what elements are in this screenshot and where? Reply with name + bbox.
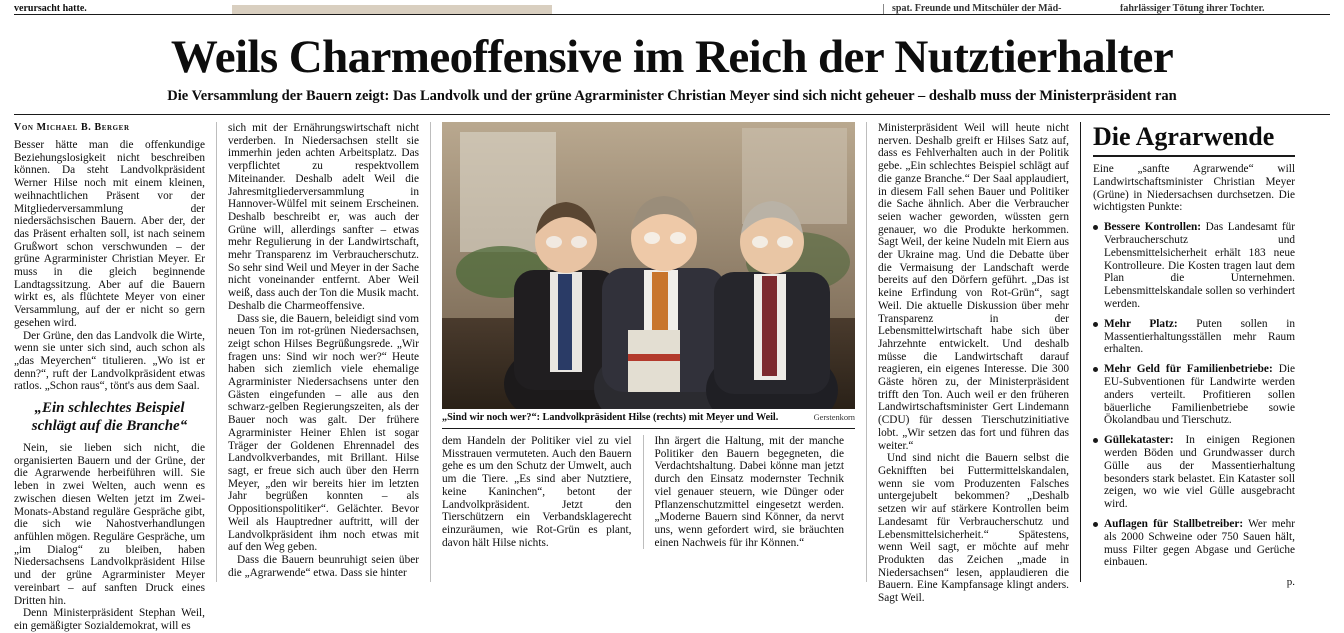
previous-article-left-text: verursacht hatte. [14, 4, 87, 14]
text-column-2 [228, 122, 430, 582]
caption-divider [442, 428, 855, 429]
article-subhead: Die Versammlung der Bauern zeigt: Das Landvolk und der grüne Agrarminister Christian Meyer sind sich nicht geheuer – deshalb muss der Ministerpräsident ran [167, 88, 1177, 104]
paragraph: Dass sie, die Bauern, beleidigt sind vom neuen Ton im rot-grünen Niedersachsen, zeigt schon Hilses Begrüßungsrede. „Wir fragen uns: Sind wir noch wer?“ Heute haben sich ziemlich viele ehemalige Agrarminister Niedersachsens unter den Gästen eingefunden – alle aus den schwarz-gelben Regierungszeiten, als der Bauer noch was galt. Der frühere Agrarminister Heiner Ehlen ist sogar Träger der Goldenen Ehrennadel des Landvolkverbandes, mit Brillant. Hilse sagt, er freue sich auch über den Herrn Meyer, „den wir bereits hier im letzten Jahr begrüßen konnten – als Oppositionspolitiker“. Gelächter. Bevor Weil als Hauptredner auftritt, will der Landvolkpräsident ihm noch etwas mit auf den Weg geben. [228, 312, 419, 554]
paragraph: Besser hätte man die offenkundige Beziehungslosigkeit nicht beschreiben können. Da steht Landvolkpräsident Werner Hilse noch mit einem kleinen, weihnachtlichen Präsent vor der Mitgliederversammlung der niedersächsischen Bauern. Aber der, der das Präsent erhalten soll, ist nach seinem Grußwort schon verschwunden – der grüne Agrarminister Christian Meyer. Er muss in die gleich beginnende Landtagssitzung. Aber auf die Bauern wirkt es, als flüchtete Meyer von einer Versammlung, auf der er nicht so gern gesehen wird. [14, 139, 205, 329]
list-item [1093, 434, 1295, 511]
list-item-title: Auflagen für Stallbetreiber: [1104, 517, 1244, 530]
photo-credit: Gerstenkorn [813, 413, 855, 422]
bullet-icon [1093, 367, 1098, 372]
list-item [1093, 518, 1295, 569]
column-divider [866, 122, 867, 582]
column-divider [430, 122, 431, 582]
paragraph: Ihn ärgert die Haltung, mit der manche Politiker den Bauern begegneten, die Verdachtshaltung. Dabei könne man jetzt durch den Einsatz modernster Technik viel genauer steuern, wie Dünger oder Pflanzenschutzmittel eingesetzt werden. „Moderne Bauern sind Könner, da nervt uns, wenn gefordert wird, sie bräuchten einen Nachweis für ihr Können.“ [654, 435, 844, 549]
list-item [1093, 221, 1295, 311]
list-item [1093, 363, 1295, 427]
article-body [14, 122, 1330, 632]
headline-divider [14, 114, 1330, 115]
bullet-icon [1093, 522, 1098, 527]
sidebar-divider [1093, 155, 1295, 157]
paragraph: sich mit der Ernährungswirtschaft nicht verderben. In Niedersachsen stellt sie immerhin jeden achten Arbeitsplatz. Das verpflichtet zu respektvollem Miteinander. Deshalb adelt Weil die Jahresmitgliederversammlung in Hannover-Wülfel mit seinem Erscheinen. Deshalb beschreibt er, was auch der Grüne will, allerdings sanfter – etwas mehr Regulierung in der Landwirtschaft, mehr Transparenz im Verbraucherschutz. So sehr sind Weil und Meyer in der Sache nicht voneinander entfernt. Aber Weil weiß, dass auch der Ton die Musik macht. Deshalb die Charmeoffensive. [228, 122, 419, 312]
photo-illustration [442, 122, 855, 409]
list-item-text: Das Landesamt für Verbraucherschutz und Lebensmittelsicherheit erhält 183 neue Kontrolleure. Die Kosten tragen laut dem Plan die Unternehmen. Lebensmittelskandale sollen so verhindert werden. [1104, 221, 1295, 310]
list-item-text: Puten sollen in Massentierhaltungsställen mehr Raum erhalten. [1104, 317, 1295, 356]
sidebar-signature: p. [1286, 576, 1295, 589]
paragraph: Denn Ministerpräsident Stephan Weil, ein gemäßigter Sozialdemokrat, will es [14, 607, 205, 632]
column-divider [216, 122, 217, 582]
sidebar-title: Die Agrarwende [1093, 122, 1275, 151]
pull-quote: „Ein schlechtes Beispiel schlägt auf die Branche“ [31, 400, 188, 435]
paragraph: Der Grüne, den das Landvolk die Wirte, wenn sie unter sich sind, auch schon als „das Meyerchen“ titulieren. „Wo ist er denn?“, ruft der Landvolkpräsident etwas ratlos. „Schon raus“, tönt's aus dem Saal. [14, 329, 205, 393]
list-item-text: Wer mehr als 2000 Schweine oder 750 Sauen hält, muss Filter gegen Abgase und Gerüche einbauen. [1104, 517, 1295, 569]
list-item-title: Bessere Kontrollen: [1104, 221, 1202, 234]
list-item [1093, 318, 1295, 356]
list-item-title: Mehr Geld für Familienbetriebe: [1104, 363, 1273, 376]
text-column-5 [878, 122, 1080, 605]
list-item-title: Mehr Platz: [1104, 317, 1178, 330]
paragraph: dem Handeln der Politiker viel zu viel Misstrauen vermuteten. Auch den Bauern gehe es um den Schutz der Umwelt, auch um die Tiere. „Es sind aber Nutztiere, keine Kaninchen“, betont der Landvolkpräsident. Jetzt den Tierschützern ein Verbandsklagerecht einzuräumen, wie Rot-Grün es plant, davon hält Hilse nichts. [442, 435, 632, 549]
bullet-icon [1093, 322, 1098, 327]
previous-article-strip [14, 0, 1330, 15]
list-item-title: Güllekataster: [1104, 434, 1174, 447]
paragraph: Und sind nicht die Bauern selbst die Geknifften bei Futtermittelskandalen, wenn sie vom Produzenten Falsches untergejubelt bekommen? „Deshalb setzen wir auf stärkere Kontrollen beim Landesamt für Verbraucherschutz und Lebensmittelsicherheit.“ Spätestens, wenn Weil sagt, er möchte auf mehr Produkten das Zeichen „made in Niedersachsen“ lesen, applaudieren die Bauern. Eine Kampfansage klingt anders. Sagt Weil. [878, 452, 1069, 605]
text-column-1 [14, 122, 216, 632]
photo-column-text [442, 435, 855, 549]
byline: Von Michael B. Berger [14, 122, 130, 133]
paragraph: Nein, sie lieben sich nicht, die organisierten Bauern und der Grüne, der die Agrarwende herbeiführen will. Sie leben in zwei Welten, auch wenn es zwischen diesen Welten jetzt im Zwei-Monats-Abstand reguläre Gespräche gibt, die sich wie Nahostverhandlungen anfühlen mögen. Reguläre Gespräche, um „im Dialog“ zu bleiben, haben Niedersachsens Landvolkpräsident Hilse und der grüne Agrarminister Meyer vereinbart – auf sanften Druck eines Dritten hin. [14, 442, 205, 607]
text-column-3 [442, 435, 643, 549]
sidebar-intro: Eine „sanfte Agrarwende“ will Landwirtschaftsminister Christian Meyer (Grüne) in Niedersachsen durchsetzen. Die wichtigsten Punkte: [1093, 163, 1295, 214]
paragraph: Ministerpräsident Weil will heute nicht nerven. Deshalb greift er Hilses Satz auf, dass es Fehlverhalten auch in der Politik gebe. „Ein schlechtes Beispiel schlägt auf die ganze Branche.“ Der Saal applaudiert, in diesem Fall sehen Bauer und Politiker die Sache ähnlich. Aber die Verbraucher seien wacher geworden, wüssten gern genauer, wo die Produkte herkommen. Sagt Weil, der keine Nudeln mit Eiern aus der Ukraine mag. Und die Debatte über die Vermaisung der Landschaft werde bereits auf den Dörfern geführt. „Das ist keine Erfindung von Rot-Grün“, sagt Weil. Die aktuelle Diskussion über mehr Transparenz in der Lebensmittelwirtschaft habe sich über Jahrzehnte entwickelt. Und deshalb müsse die Landwirtschaft darauf reagieren, ein eigenes Interesse. Die 300 Gäste hören zu, der Ministerpräsident trifft den Ton. Auch weil er den früheren Landwirtschaftsminister Gert Lindemann (CDU) für dessen Tierschutzinitiative lobt. „Wir setzen das fort und führen das weiter.“ [878, 122, 1069, 452]
photo-caption-text: „Sind wir noch wer?“: Landvolkpräsident Hilse (rechts) mit Meyer und Weil. [442, 412, 779, 423]
photo-column [442, 122, 866, 582]
list-item-text: In einigen Regionen werden Böden und Grundwasser durch Gülle aus der Massentierhaltung besonders stark belastet. Ein Kataster soll zeigen, wo wie viel Gülle ausgebracht wird. [1104, 434, 1295, 511]
text-column-4 [654, 435, 855, 549]
column-divider [643, 435, 644, 549]
photo-caption [442, 412, 855, 424]
bullet-icon [1093, 438, 1098, 443]
previous-article-right-text-1: spat. Freunde und Mitschüler der Mäd- [883, 4, 1112, 14]
paragraph: Dass die Bauern beunruhigt seien über die „Agrarwende“ etwa. Dass sie hinter [228, 553, 419, 579]
list-item-text: Die EU-Subventionen für Landwirte werden anders verteilt. Profitieren sollen bäuerliche Familienbetriebe sowie Ökolandbau und Tierschutz. [1104, 363, 1295, 427]
bullet-icon [1093, 225, 1098, 230]
previous-article-right-text-2: fahrlässiger Tötung ihrer Tochter. [1120, 4, 1265, 14]
sidebar-agrarwende [1080, 122, 1295, 589]
article-photo [442, 122, 855, 409]
previous-article-image [232, 5, 552, 14]
article-headline: Weils Charmeoffensive im Reich der Nutztierhalter [170, 31, 1174, 83]
